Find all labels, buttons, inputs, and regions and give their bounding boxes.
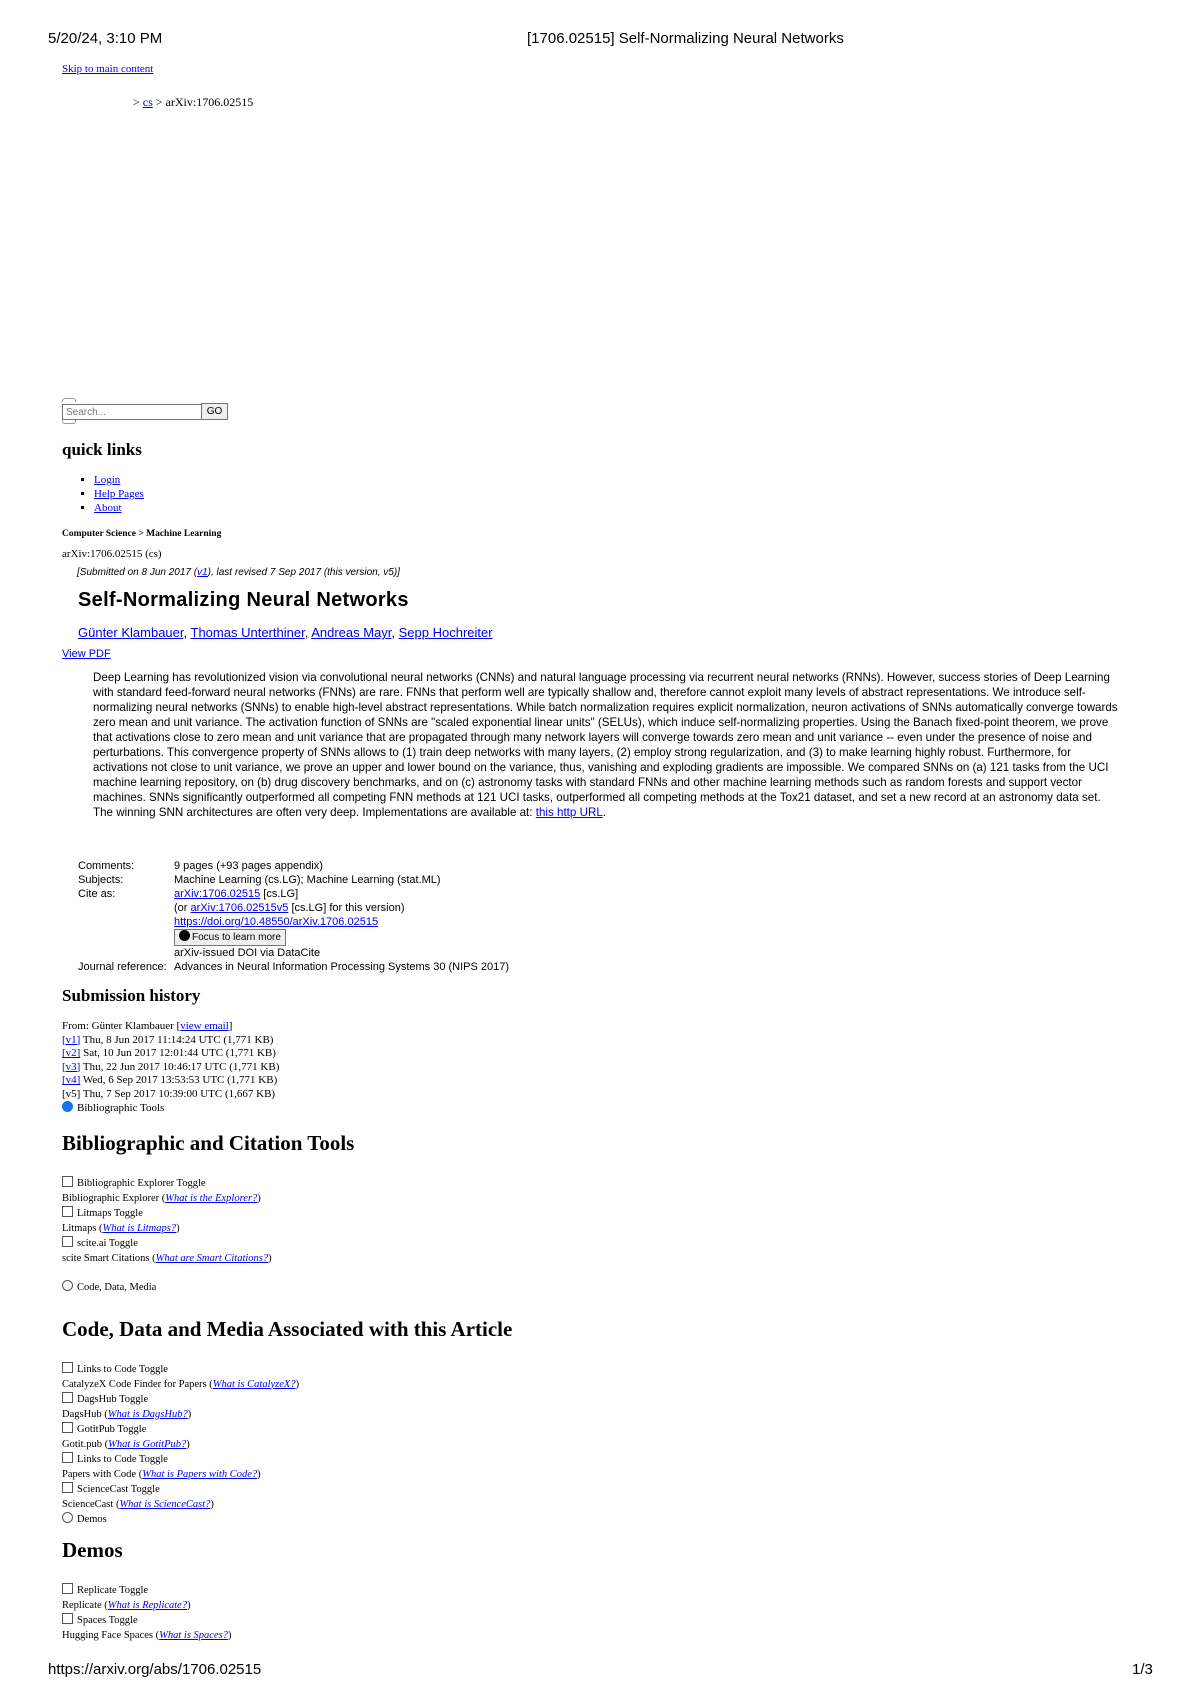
scite-toggle[interactable]	[62, 1236, 272, 1252]
pwc-label: Papers with Code (	[62, 1468, 143, 1480]
dagshub-row	[62, 1408, 299, 1423]
cite-cat: [cs.LG]	[263, 888, 299, 900]
skip-to-main-link[interactable]: Skip to main content	[62, 63, 154, 75]
close-paren: )	[257, 1192, 261, 1204]
focus-learn-more-button[interactable]	[174, 929, 286, 946]
history-from-prefix: From: Günter Klambauer [	[62, 1020, 181, 1032]
pwc-help-text: What is Papers with Code?	[142, 1468, 258, 1480]
sciencecast-help-link[interactable]	[119, 1499, 210, 1510]
dateline	[77, 567, 400, 578]
metadata-table	[78, 859, 509, 974]
version-text: Wed, 6 Sep 2017 13:53:53 UTC (1,771 KB)	[82, 1074, 278, 1086]
abstract	[93, 670, 1123, 820]
print-doc-title: [1706.02515] Self-Normalizing Neural Networks	[527, 30, 844, 47]
replicate-row	[62, 1599, 231, 1614]
bib-tools-heading: Bibliographic and Citation Tools	[62, 1131, 355, 1155]
print-footer-url: https://arxiv.org/abs/1706.02515	[48, 1661, 262, 1678]
close-paren: )	[210, 1498, 214, 1510]
checkbox-icon[interactable]	[62, 1422, 73, 1433]
author-sep: ,	[304, 625, 312, 640]
sciencecast-toggle-label: ScienceCast Toggle	[77, 1484, 160, 1495]
explorer-help-text: What is the Explorer?	[165, 1192, 258, 1204]
dagshub-help-text: What is DagsHub?	[107, 1408, 188, 1420]
litmaps-toggle-label: Litmaps Toggle	[77, 1208, 143, 1219]
history-version	[62, 1061, 279, 1075]
close-paren: )	[268, 1252, 272, 1264]
dagshub-toggle[interactable]	[62, 1392, 299, 1408]
dagshub-label: DagsHub (	[62, 1408, 108, 1420]
gotitpub-help-text: What is GotitPub?	[108, 1438, 187, 1450]
version-tag: [v5]	[62, 1087, 81, 1100]
spaces-help-link[interactable]	[159, 1630, 228, 1641]
gotitpub-toggle-label: GotitPub Toggle	[77, 1424, 147, 1435]
gotitpub-help-link[interactable]	[108, 1439, 186, 1450]
gotitpub-toggle[interactable]	[62, 1422, 299, 1438]
spaces-row	[62, 1629, 231, 1644]
explorer-toggle[interactable]	[62, 1176, 272, 1192]
sciencecast-help-text: What is ScienceCast?	[119, 1498, 211, 1510]
meta-row	[78, 887, 509, 960]
cite-version-suffix: [cs.LG] for this version)	[291, 902, 405, 914]
scite-help-link[interactable]	[156, 1253, 269, 1264]
quick-link-item	[94, 487, 144, 501]
help-pages-link[interactable]: Help Pages	[94, 488, 144, 500]
bib-tools-tab[interactable]	[62, 1101, 279, 1116]
explorer-label: Bibliographic Explorer (	[62, 1192, 166, 1204]
close-paren: )	[187, 1599, 191, 1611]
demos-tab-label: Demos	[77, 1514, 107, 1525]
close-paren: )	[295, 1378, 300, 1390]
litmaps-label: Litmaps (	[62, 1222, 103, 1234]
replicate-label: Replicate (	[62, 1599, 108, 1611]
code-tab-label: Code, Data, Media	[77, 1282, 157, 1293]
spaces-label: Hugging Face Spaces (	[62, 1629, 160, 1641]
history-from	[62, 1020, 279, 1034]
meta-subjects: Machine Learning (cs.LG); Machine Learning (stat.ML)	[174, 874, 441, 886]
abstract-end: .	[602, 806, 606, 819]
cite-or: (or	[174, 902, 188, 914]
code-toggle-label: Links to Code Toggle	[77, 1364, 168, 1375]
meta-row	[78, 859, 509, 873]
close-paren: )	[176, 1222, 180, 1234]
code-label: CatalyzeX Code Finder for Papers (	[62, 1378, 213, 1390]
search-input[interactable]	[62, 404, 204, 420]
close-paren: )	[227, 1629, 232, 1641]
scite-toggle-label: scite.ai Toggle	[77, 1238, 138, 1249]
meta-label: Comments:	[78, 860, 135, 872]
version-link[interactable]: [v2]	[62, 1047, 81, 1059]
quick-links-heading: quick links	[62, 440, 142, 459]
doi-note: arXiv-issued DOI via DataCite	[174, 947, 321, 959]
checkbox-icon[interactable]	[62, 1583, 73, 1594]
litmaps-help-link[interactable]	[103, 1223, 177, 1234]
dateline-v1-link[interactable]: v1	[197, 567, 208, 578]
litmaps-row	[62, 1222, 272, 1237]
implementation-url-link[interactable]: this http URL	[535, 806, 603, 819]
author-link[interactable]: Andreas Mayr	[311, 625, 392, 640]
explorer-help-link[interactable]	[165, 1193, 257, 1204]
version-text: Thu, 8 Jun 2017 11:14:24 UTC (1,771 KB)	[82, 1033, 274, 1046]
code-data-media-tab[interactable]	[62, 1280, 272, 1296]
version-link[interactable]: [v4]	[62, 1074, 81, 1086]
checkbox-icon[interactable]	[62, 1176, 73, 1187]
bib-tools-section	[62, 1176, 272, 1296]
doi-link[interactable]: https://doi.org/10.48550/arXiv.1706.02515	[174, 916, 379, 928]
meta-comments: 9 pages (+93 pages appendix)	[174, 860, 323, 872]
focus-label: Focus to learn more	[192, 932, 281, 943]
print-footer-page: 1/3	[1132, 1661, 1153, 1678]
about-link[interactable]: About	[94, 502, 122, 514]
info-icon	[179, 930, 190, 941]
authors	[78, 625, 493, 640]
checkbox-icon[interactable]	[62, 1392, 73, 1403]
code-row	[62, 1378, 299, 1393]
checkbox-icon[interactable]	[62, 1206, 73, 1217]
close-paren: )	[187, 1408, 192, 1420]
checkbox-icon[interactable]	[62, 1613, 73, 1624]
checkbox-icon[interactable]	[62, 1362, 73, 1373]
gotitpub-label: Gotit.pub (	[62, 1438, 109, 1450]
version-link[interactable]: [v1]	[62, 1033, 81, 1046]
demos-tab[interactable]	[62, 1512, 299, 1528]
close-paren: )	[257, 1468, 261, 1480]
history-from-suffix: ]	[228, 1020, 233, 1032]
dateline-prefix: [Submitted on 8 Jun 2017 (	[77, 567, 198, 578]
author-link[interactable]: Thomas Unterthiner	[190, 625, 305, 640]
history-version	[62, 1088, 279, 1102]
meta-label: Journal reference:	[78, 961, 167, 973]
dagshub-help-link[interactable]	[108, 1409, 188, 1420]
view-pdf-link[interactable]: View PDF	[62, 648, 111, 660]
litmaps-help-text: What is Litmaps?	[102, 1222, 177, 1234]
explorer-row	[62, 1192, 272, 1207]
spaces-help-text: What is Spaces?	[159, 1629, 228, 1641]
replicate-toggle[interactable]	[62, 1583, 231, 1599]
demos-heading: Demos	[62, 1538, 123, 1562]
pwc-toggle-label: Links to Code Toggle	[77, 1454, 168, 1465]
gotitpub-row	[62, 1438, 299, 1453]
checkbox-icon[interactable]	[62, 1236, 73, 1247]
version-text: Thu, 7 Sep 2017 10:39:00 UTC (1,667 KB)	[82, 1087, 276, 1100]
version-link[interactable]: [v3]	[62, 1060, 81, 1073]
explorer-toggle-label: Bibliographic Explorer Toggle	[77, 1178, 206, 1189]
quick-link-item	[94, 473, 144, 487]
version-text: Thu, 22 Jun 2017 10:46:17 UTC (1,771 KB)	[82, 1060, 280, 1073]
view-email-link[interactable]: view email	[180, 1020, 229, 1032]
meta-label: Cite as:	[78, 888, 116, 900]
pwc-help-link[interactable]	[142, 1469, 257, 1480]
search-field-decoration	[62, 420, 76, 424]
sciencecast-label: ScienceCast (	[62, 1498, 120, 1510]
scite-row	[62, 1252, 272, 1267]
close-paren: )	[186, 1438, 190, 1450]
demos-section	[62, 1583, 231, 1643]
author-sep: ,	[183, 625, 191, 640]
history-version	[62, 1034, 279, 1048]
arxiv-id-line: arXiv:1706.02515 (cs)	[62, 548, 162, 560]
meta-row	[78, 873, 509, 887]
checkbox-icon[interactable]	[62, 1482, 73, 1493]
dateline-suffix: ), last revised 7 Sep 2017 (this version, v5)]	[207, 567, 400, 578]
litmaps-toggle[interactable]	[62, 1206, 272, 1222]
scite-label: scite Smart Citations (	[62, 1252, 156, 1264]
pwc-row	[62, 1468, 299, 1483]
submission-history-heading: Submission history	[62, 986, 201, 1005]
cite-version-link[interactable]: arXiv:1706.02515v5	[190, 902, 289, 914]
meta-journal: Advances in Neural Information Processing Systems 30 (NIPS 2017)	[174, 961, 510, 973]
replicate-help-text: What is Replicate?	[107, 1599, 188, 1611]
code-tools-section	[62, 1362, 299, 1528]
checkbox-icon[interactable]	[62, 1452, 73, 1463]
author-link[interactable]: Günter Klambauer	[78, 625, 184, 640]
history-version	[62, 1074, 279, 1088]
bib-tools-tab-label: Bibliographic Tools	[77, 1102, 165, 1114]
spaces-toggle-label: Spaces Toggle	[77, 1615, 138, 1626]
breadcrumb-cs-link[interactable]: cs	[142, 95, 153, 109]
print-datetime: 5/20/24, 3:10 PM	[48, 30, 163, 47]
code-data-heading: Code, Data and Media Associated with this Article	[62, 1317, 513, 1341]
meta-label: Subjects:	[78, 874, 124, 886]
meta-row	[78, 960, 509, 974]
version-text: Sat, 10 Jun 2017 12:01:44 UTC (1,771 KB)	[83, 1047, 276, 1059]
scite-help-text: What are Smart Citations?	[155, 1252, 269, 1264]
code-help-link[interactable]	[213, 1379, 296, 1390]
cite-id-link[interactable]: arXiv:1706.02515	[174, 888, 261, 900]
paper-title: Self-Normalizing Neural Networks	[78, 589, 409, 611]
radio-icon[interactable]	[62, 1280, 73, 1291]
submission-history	[62, 1020, 279, 1116]
breadcrumb-current: arXiv:1706.02515	[165, 95, 254, 109]
login-link[interactable]: Login	[94, 474, 121, 486]
dagshub-toggle-label: DagsHub Toggle	[77, 1394, 149, 1405]
breadcrumb-sep: >	[155, 95, 163, 109]
radio-icon[interactable]	[62, 1512, 73, 1523]
search-go-button[interactable]: GO	[201, 403, 228, 420]
search-field-decoration	[62, 398, 76, 402]
breadcrumb-sep: >	[133, 95, 140, 109]
quick-links-list	[66, 473, 144, 515]
author-link[interactable]: Sepp Hochreiter	[398, 625, 493, 640]
spaces-toggle[interactable]	[62, 1613, 231, 1629]
history-version	[62, 1047, 279, 1061]
abstract-text: Deep Learning has revolutionized vision via convolutional neural networks (CNNs) and natural language processing via recurrent neural networks (RNNs). However, success stories of Deep Learning with standard feed-forward neural networks (FNNs) are rare. FNNs that perform well are typically shallow and, therefore cannot exploit many levels of abstract representations. We introduce self-normalizing neural networks (SNNs) to enable high-level abstract representations. While batch normalization requires explicit normalization, neuron activations of SNNs automatically converge towards zero mean and unit variance. The activation function of SNNs are "scaled exponential linear units" (SELUs), which induce self-normalizing properties. Using the Banach fixed-point theorem, we prove that activations close to zero mean and unit variance that are propagated through many network layers will converge towards zero mean and unit variance -- even under the presence of noise and perturbations. This convergence property of SNNs allows to (1) train deep networks with many layers, (2) employ strong regularization, and (3) to make learning highly robust. Furthermore, for activations not close to unit variance, we prove an upper and lower bound on the variance, thus, vanishing and exploding gradients are impossible. We compared SNNs on (a) 121 tasks from the UCI machine learning repository, on (b) drug discovery benchmarks, and on (c) astronomy tasks with standard FNNs and other machine learning methods such as random forests and support vector machines. SNNs significantly outperformed all competing FNN methods at 121 UCI tasks, outperformed all competing methods at the Tox21 dataset, and set a new record at an astronomy data set. The winning SNN architectures are often very deep. Implementations are available at:	[93, 671, 1118, 819]
sciencecast-row	[62, 1498, 299, 1513]
author-sep: ,	[391, 625, 399, 640]
pwc-toggle[interactable]	[62, 1452, 299, 1468]
radio-icon[interactable]	[62, 1101, 73, 1112]
code-help-text: What is CatalyzeX?	[212, 1378, 296, 1390]
code-toggle[interactable]	[62, 1362, 299, 1378]
replicate-toggle-label: Replicate Toggle	[77, 1585, 149, 1596]
quick-link-item	[94, 501, 144, 515]
spacer	[62, 1266, 272, 1280]
breadcrumb	[133, 95, 253, 110]
sciencecast-toggle[interactable]	[62, 1482, 299, 1498]
replicate-help-link[interactable]	[108, 1600, 187, 1611]
meta-cite	[174, 887, 509, 960]
subject-path: Computer Science > Machine Learning	[62, 529, 222, 539]
